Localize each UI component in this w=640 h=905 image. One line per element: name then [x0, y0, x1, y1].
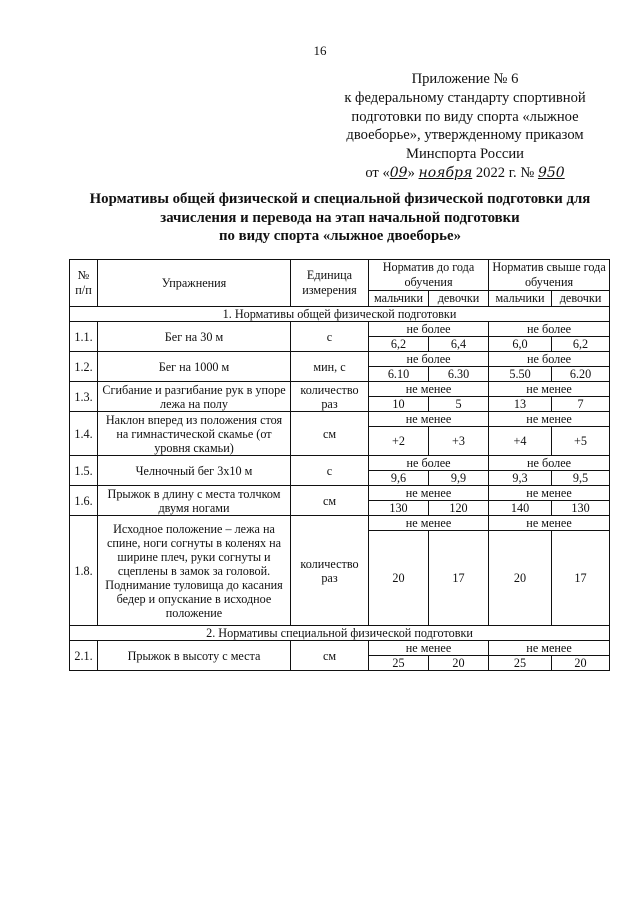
value-boys-2: 25: [489, 656, 552, 671]
value-girls-1: 9,9: [429, 471, 489, 486]
row-unit: с: [291, 456, 369, 486]
row-exercise: Наклон вперед из положения стоя на гимнастической скамье (от уровня скамьи): [98, 412, 291, 456]
table-row: [70, 456, 610, 471]
value-boys-1: 6,2: [369, 337, 429, 352]
row-unit: см: [291, 641, 369, 671]
row-num: 1.4.: [70, 412, 98, 456]
row-num: 1.5.: [70, 456, 98, 486]
title-line-2: зачисления и перевода на этап начальной подготовки: [160, 209, 520, 226]
header-girls-1: девочки: [429, 291, 489, 307]
value-boys-2: 13: [489, 397, 552, 412]
page-number: 16: [313, 43, 327, 58]
row-qualifier-1: не менее: [369, 641, 489, 656]
date-prefix: от «: [365, 164, 390, 181]
date-year: 2022 г. №: [472, 164, 538, 181]
value-girls-1: 20: [429, 656, 489, 671]
row-num: 2.1.: [70, 641, 98, 671]
handwritten-day: 09: [389, 164, 408, 181]
handwritten-order-number: 950: [537, 164, 565, 181]
title-line-3: по виду спорта «лыжное двоеборье»: [219, 228, 461, 244]
appendix-line-5: Минспорта России: [406, 146, 524, 163]
value-girls-1: +3: [429, 427, 489, 456]
appendix-line-4: двоеборье», утвержденному приказом: [346, 127, 584, 144]
appendix-line-2: к федеральному стандарту спортивной: [344, 89, 586, 106]
value-girls-1: 17: [429, 531, 489, 626]
header-group-1: Норматив до года обучения: [369, 260, 489, 291]
value-boys-1: 130: [369, 501, 429, 516]
row-num: 1.8.: [70, 516, 98, 626]
value-boys-2: +4: [489, 427, 552, 456]
row-qualifier-1: не более: [369, 322, 489, 337]
header-group-2: Норматив свыше года обучения: [489, 260, 610, 291]
row-exercise: Прыжок в длину с места толчком двумя ногами: [98, 486, 291, 516]
value-boys-2: 9,3: [489, 471, 552, 486]
row-exercise: Прыжок в высоту с места: [98, 641, 291, 671]
row-qualifier-1: не менее: [369, 412, 489, 427]
appendix-title: Приложение № 6: [411, 71, 519, 87]
row-qualifier-2: не менее: [489, 641, 610, 656]
value-boys-2: 140: [489, 501, 552, 516]
table-row: [70, 382, 610, 397]
header-exercise: Упражнения: [98, 260, 291, 307]
header-num: № п/п: [70, 260, 98, 307]
row-qualifier-1: не менее: [369, 382, 489, 397]
table-row: [70, 516, 610, 531]
table-row: [70, 486, 610, 501]
value-girls-2: +5: [552, 427, 610, 456]
row-unit: мин, с: [291, 352, 369, 382]
row-qualifier-1: не более: [369, 352, 489, 367]
row-qualifier-2: не менее: [489, 516, 610, 531]
table-row: [70, 412, 610, 427]
row-num: 1.2.: [70, 352, 98, 382]
value-girls-1: 6.30: [429, 367, 489, 382]
row-qualifier-2: не менее: [489, 412, 610, 427]
norms-table: [69, 259, 610, 671]
value-boys-1: 10: [369, 397, 429, 412]
title-line-1: Нормативы общей физической и специальной физической подготовки для: [89, 191, 591, 207]
appendix-header: [300, 70, 630, 183]
value-boys-1: +2: [369, 427, 429, 456]
value-boys-1: 6.10: [369, 367, 429, 382]
row-qualifier-2: не более: [489, 456, 610, 471]
row-num: 1.1.: [70, 322, 98, 352]
value-girls-1: 5: [429, 397, 489, 412]
row-qualifier-2: не менее: [489, 382, 610, 397]
row-exercise: Челночный бег 3х10 м: [98, 456, 291, 486]
value-girls-2: 6,2: [552, 337, 610, 352]
row-exercise: Бег на 30 м: [98, 322, 291, 352]
header-unit: Единица измерения: [291, 260, 369, 307]
appendix-date-line: [300, 164, 630, 183]
header-boys-1: мальчики: [369, 291, 429, 307]
section-row: [70, 307, 610, 322]
row-unit: см: [291, 412, 369, 456]
value-girls-2: 9,5: [552, 471, 610, 486]
row-qualifier-1: не менее: [369, 486, 489, 501]
value-boys-2: 5.50: [489, 367, 552, 382]
section-row: [70, 626, 610, 641]
value-boys-1: 20: [369, 531, 429, 626]
row-exercise: Исходное положение – лежа на спине, ноги согнуты в коленях на ширине плеч, руки согнуты и сцеплены в замок за головой. Поднимание туловища до касания бедер и опускание в исходное положение: [98, 516, 291, 626]
row-qualifier-2: не более: [489, 352, 610, 367]
value-boys-1: 9,6: [369, 471, 429, 486]
row-unit: с: [291, 322, 369, 352]
header-boys-2: мальчики: [489, 291, 552, 307]
value-boys-2: 6,0: [489, 337, 552, 352]
row-unit: см: [291, 486, 369, 516]
table-row: [70, 352, 610, 367]
header-row: [70, 260, 610, 291]
row-unit: количество раз: [291, 382, 369, 412]
row-num: 1.3.: [70, 382, 98, 412]
value-girls-1: 120: [429, 501, 489, 516]
document-title: [70, 190, 610, 246]
value-boys-1: 25: [369, 656, 429, 671]
value-girls-2: 17: [552, 531, 610, 626]
value-girls-2: 130: [552, 501, 610, 516]
header-girls-2: девочки: [552, 291, 610, 307]
value-girls-1: 6,4: [429, 337, 489, 352]
table-row: [70, 322, 610, 337]
value-girls-2: 7: [552, 397, 610, 412]
row-exercise: Сгибание и разгибание рук в упоре лежа на полу: [98, 382, 291, 412]
row-qualifier-1: не менее: [369, 516, 489, 531]
row-qualifier-1: не более: [369, 456, 489, 471]
row-exercise: Бег на 1000 м: [98, 352, 291, 382]
value-girls-2: 6.20: [552, 367, 610, 382]
row-qualifier-2: не менее: [489, 486, 610, 501]
row-unit: количество раз: [291, 516, 369, 626]
appendix-line-3: подготовки по виду спорта «лыжное: [351, 108, 579, 125]
row-num: 1.6.: [70, 486, 98, 516]
date-mid: »: [407, 164, 419, 181]
value-girls-2: 20: [552, 656, 610, 671]
value-boys-2: 20: [489, 531, 552, 626]
row-qualifier-2: не более: [489, 322, 610, 337]
section-2-title: 2. Нормативы специальной физической подготовки: [70, 626, 610, 641]
handwritten-month: ноября: [418, 164, 473, 181]
table-row: [70, 641, 610, 656]
section-1-title: 1. Нормативы общей физической подготовки: [70, 307, 610, 322]
